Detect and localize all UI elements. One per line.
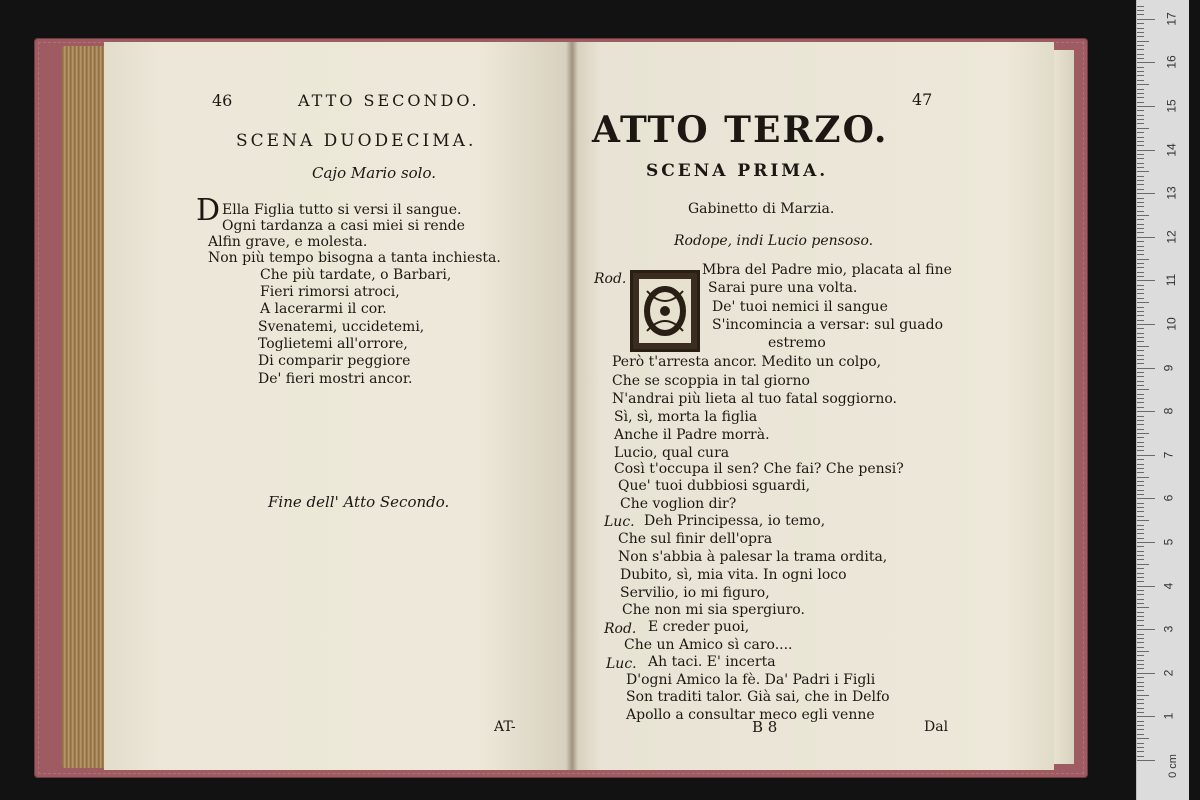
- right-page-edge: [1054, 50, 1074, 764]
- dialogue-line-15: Che non mi sia spergiuro.: [622, 602, 805, 618]
- left-line-2: Ogni tardanza a casi miei si rende: [222, 218, 465, 234]
- dialogue-line-18: Ah taci. E' incerta: [648, 654, 776, 670]
- ruler-number: 11: [1164, 274, 1179, 287]
- ruler-tick: [1137, 289, 1144, 290]
- ruler-tick: [1137, 346, 1149, 347]
- ruler-tick: [1137, 468, 1144, 469]
- left-line-3: Alfin grave, e molesta.: [208, 234, 368, 250]
- ruler-number: 13: [1164, 186, 1179, 200]
- ruler-tick: [1137, 581, 1144, 582]
- ruler-tick: [1137, 559, 1144, 560]
- ruler-tick: [1137, 54, 1144, 55]
- ruler-tick: [1137, 363, 1144, 364]
- dialogue-line-14: Servilio, io mi figuro,: [620, 585, 770, 601]
- ruler-tick: [1137, 263, 1144, 264]
- ruler-tick: [1137, 102, 1144, 103]
- ruler-tick: [1137, 464, 1144, 465]
- ruler-tick: [1137, 594, 1144, 595]
- ruler-tick: [1137, 171, 1149, 172]
- ruler-tick: [1137, 442, 1144, 443]
- ruler-tick: [1137, 651, 1149, 652]
- ruler-number: 5: [1161, 538, 1176, 546]
- ruler-tick: [1137, 350, 1144, 351]
- ruler-tick: [1137, 333, 1144, 334]
- ruler-number: 2: [1161, 669, 1176, 677]
- ruler-tick: [1137, 184, 1144, 185]
- ruler-tick: [1137, 158, 1144, 159]
- speaker-label: Rod.: [594, 271, 627, 287]
- ruler-tick: [1137, 389, 1149, 390]
- ruler-tick: [1137, 219, 1144, 220]
- ruler-tick: [1137, 721, 1144, 722]
- ruler-tick: [1137, 490, 1144, 491]
- ruler-number: 9: [1161, 364, 1176, 371]
- ruler-tick: [1137, 411, 1155, 412]
- ruler-tick: [1137, 232, 1144, 233]
- ruler-tick: [1137, 485, 1144, 486]
- ruler-tick: [1137, 311, 1144, 312]
- page-edges: [62, 46, 106, 768]
- ruler-tick: [1137, 368, 1155, 369]
- ruler-number: 15: [1164, 99, 1179, 113]
- ruler-tick: [1137, 690, 1144, 691]
- ruler-tick: [1137, 215, 1149, 216]
- ruler-tick: [1137, 433, 1149, 434]
- dialogue-line-13: Dubito, sì, mia vita. In ogni loco: [620, 567, 847, 583]
- ruler-tick: [1137, 756, 1144, 757]
- ruler-tick: [1137, 224, 1144, 225]
- ruler-tick: [1137, 62, 1155, 63]
- ruler-tick: [1137, 642, 1144, 643]
- dialogue-line-10: Deh Principessa, io temo,: [644, 513, 826, 529]
- ruler-tick: [1137, 660, 1144, 661]
- ruler-tick: [1137, 193, 1155, 194]
- ruler-tick: [1137, 341, 1144, 342]
- book-gutter: [566, 42, 578, 770]
- signature-mark: B 8: [752, 718, 778, 736]
- ruler-tick: [1137, 106, 1155, 107]
- right-ornament-line-2: Sarai pure una volta.: [708, 280, 858, 296]
- ruler-tick: [1137, 603, 1144, 604]
- ruler-tick: [1137, 599, 1144, 600]
- ruler-number: 12: [1164, 230, 1179, 244]
- ruler-tick: [1137, 477, 1149, 478]
- ruler-tick: [1137, 703, 1144, 704]
- ruler-tick: [1137, 546, 1144, 547]
- ruler-tick: [1137, 429, 1144, 430]
- ruler-tick: [1137, 71, 1144, 72]
- ruler-tick: [1137, 459, 1144, 460]
- ruler-tick: [1137, 551, 1144, 552]
- ruler-tick: [1137, 328, 1144, 329]
- ruler-tick: [1137, 712, 1144, 713]
- right-ornament-line-3: De' tuoi nemici il sangue: [712, 299, 888, 315]
- dialogue-line-21: Apollo a consultar meco egli venne: [626, 707, 875, 723]
- ruler-tick: [1137, 259, 1149, 260]
- ruler-number: 14: [1164, 142, 1179, 157]
- ruler-number: 3: [1161, 625, 1176, 633]
- left-page-number: 46: [212, 91, 233, 110]
- right-ornament-line-5: estremo: [768, 335, 826, 351]
- ruler-tick: [1137, 307, 1144, 308]
- ruler-tick: [1137, 267, 1144, 268]
- ruler-tick: [1137, 302, 1149, 303]
- ruler-tick: [1137, 123, 1144, 124]
- ruler-tick: [1137, 529, 1144, 530]
- dialogue-line-2: Che se scoppia in tal giorno: [612, 373, 810, 389]
- dialogue-line-17: Che un Amico sì caro....: [624, 637, 793, 653]
- ruler-number: 4: [1161, 582, 1176, 589]
- ruler-tick: [1137, 607, 1149, 608]
- ruler-tick: [1137, 394, 1144, 395]
- ruler-tick: [1137, 241, 1144, 242]
- ruler-tick: [1137, 743, 1144, 744]
- ruler-tick: [1137, 324, 1155, 325]
- ruler-tick: [1137, 228, 1144, 229]
- ornamental-initial: [630, 270, 700, 352]
- ruler-tick: [1137, 511, 1144, 512]
- ruler-tick: [1137, 141, 1144, 142]
- dialogue-line-16: E creder puoi,: [648, 619, 750, 635]
- ruler-tick: [1137, 298, 1144, 299]
- ruler-number: 7: [1161, 451, 1176, 459]
- dialogue-line-4: Sì, sì, morta la figlia: [614, 409, 758, 425]
- speaker-label: Luc.: [606, 656, 637, 672]
- dialogue-line-1: Però t'arresta ancor. Medito un colpo,: [612, 354, 882, 370]
- ruler-tick: [1137, 503, 1144, 504]
- ruler-tick: [1137, 36, 1144, 37]
- ruler-tick: [1137, 673, 1155, 674]
- ruler-tick: [1137, 385, 1144, 386]
- dialogue-line-12: Non s'abbia à palesar la trama ordita,: [618, 549, 888, 565]
- ruler-tick: [1137, 128, 1149, 129]
- ruler-tick: [1137, 376, 1144, 377]
- ruler-tick: [1137, 49, 1144, 50]
- ruler-tick: [1137, 80, 1144, 81]
- ruler-tick: [1137, 638, 1144, 639]
- ruler-tick: [1137, 655, 1144, 656]
- ruler-tick: [1137, 686, 1144, 687]
- right-setting: Gabinetto di Marzia.: [688, 201, 835, 217]
- ornamental-initial-icon: [637, 277, 693, 345]
- ruler-tick: [1137, 67, 1144, 68]
- ruler-tick: [1137, 590, 1144, 591]
- ruler-tick: [1137, 498, 1155, 499]
- ruler-tick: [1137, 280, 1155, 281]
- ruler-tick: [1137, 167, 1144, 168]
- ruler-tick: [1137, 23, 1144, 24]
- ruler-tick: [1137, 516, 1144, 517]
- ruler-tick: [1137, 577, 1144, 578]
- left-line-6: Fieri rimorsi atroci,: [260, 284, 400, 300]
- ruler-tick: [1137, 729, 1144, 730]
- left-line-8: Svenatemi, uccidetemi,: [258, 319, 425, 335]
- ruler-tick: [1137, 398, 1144, 399]
- ruler-tick: [1137, 293, 1144, 294]
- left-running-head: ATTO SECONDO.: [298, 91, 480, 110]
- speaker-label: Luc.: [604, 514, 635, 530]
- ruler-number: 1: [1161, 713, 1176, 720]
- ruler-tick: [1137, 272, 1144, 273]
- ruler-tick: [1137, 211, 1144, 212]
- ruler-tick: [1137, 747, 1144, 748]
- ruler-tick: [1137, 533, 1144, 534]
- left-stage-direction: Cajo Mario solo.: [312, 164, 436, 182]
- ruler-tick: [1137, 420, 1144, 421]
- ruler-tick: [1137, 416, 1144, 417]
- ruler-tick: [1137, 699, 1144, 700]
- dialogue-line-3: N'andrai più lieta al tuo fatal soggiorno.: [612, 391, 897, 407]
- ruler-tick: [1137, 132, 1144, 133]
- ruler-tick: [1137, 751, 1144, 752]
- right-ornament-line-4: S'incomincia a versar: sul guado: [712, 317, 944, 333]
- ruler-tick: [1137, 154, 1144, 155]
- ruler-tick: [1137, 716, 1155, 717]
- left-scene-title: SCENA DUODECIMA.: [236, 131, 477, 151]
- ruler-tick: [1137, 616, 1144, 617]
- left-line-5: Che più tardate, o Barbari,: [260, 267, 452, 283]
- measurement-ruler: [1136, 0, 1189, 800]
- ruler-tick: [1137, 625, 1144, 626]
- ruler-tick: [1137, 525, 1144, 526]
- dialogue-line-11: Che sul finir dell'opra: [618, 531, 773, 547]
- ruler-tick: [1137, 137, 1144, 138]
- ruler-tick: [1137, 481, 1144, 482]
- ruler-tick: [1137, 402, 1144, 403]
- ruler-tick: [1137, 520, 1149, 521]
- dialogue-line-19: D'ogni Amico la fè. Da' Padri i Figli: [626, 672, 876, 688]
- left-line-4: Non più tempo bisogna a tanta inchiesta.: [208, 250, 501, 266]
- ruler-tick: [1137, 315, 1144, 316]
- ruler-tick: [1137, 6, 1144, 7]
- ruler-number: 10: [1164, 317, 1179, 331]
- dialogue-line-9: Che voglion dir?: [620, 496, 737, 512]
- ruler-tick: [1137, 695, 1149, 696]
- ruler-tick: [1137, 97, 1144, 98]
- ruler-tick: [1137, 93, 1144, 94]
- ruler-tick: [1137, 28, 1144, 29]
- ruler-tick: [1137, 564, 1149, 565]
- ruler-tick: [1137, 573, 1144, 574]
- left-line-9: Toglietemi all'orrore,: [258, 336, 408, 352]
- left-page: [104, 42, 572, 770]
- ruler-tick: [1137, 760, 1155, 761]
- left-line-10: Di comparir peggiore: [258, 353, 411, 369]
- ruler-tick: [1137, 246, 1144, 247]
- ruler-tick: [1137, 337, 1144, 338]
- ruler-tick: [1137, 276, 1144, 277]
- left-catchword: AT-: [494, 719, 516, 735]
- ruler-tick: [1137, 254, 1144, 255]
- ruler-tick: [1137, 250, 1144, 251]
- ruler-tick: [1137, 612, 1144, 613]
- ruler-tick: [1137, 58, 1144, 59]
- ruler-tick: [1137, 198, 1144, 199]
- ruler-unit-label: 0 cm: [1166, 754, 1179, 778]
- ruler-tick: [1137, 89, 1144, 90]
- ruler-tick: [1137, 180, 1144, 181]
- ruler-tick: [1137, 668, 1144, 669]
- ruler-tick: [1137, 538, 1144, 539]
- right-catchword: Dal: [924, 719, 949, 735]
- right-page-number: 47: [912, 90, 933, 109]
- ruler-tick: [1137, 734, 1144, 735]
- ruler-tick: [1137, 381, 1144, 382]
- ruler-tick: [1137, 119, 1144, 120]
- ruler-tick: [1137, 620, 1144, 621]
- ruler-tick: [1137, 75, 1144, 76]
- ruler-tick: [1137, 494, 1144, 495]
- ruler-tick: [1137, 237, 1155, 238]
- ruler-tick: [1137, 725, 1144, 726]
- left-end-note: Fine dell' Atto Secondo.: [268, 493, 450, 511]
- dialogue-line-20: Son traditi talor. Già sai, che in Delfo: [626, 689, 890, 705]
- left-drop-cap: D: [196, 193, 221, 228]
- ruler-tick: [1137, 45, 1144, 46]
- left-line-7: A lacerarmi il cor.: [260, 301, 387, 317]
- right-act-title: ATTO TERZO.: [592, 109, 889, 151]
- ruler-tick: [1137, 32, 1144, 33]
- left-line-1: Ella Figlia tutto si versi il sangue.: [222, 202, 462, 218]
- ruler-tick: [1137, 285, 1144, 286]
- ruler-number: 6: [1161, 495, 1176, 502]
- ruler-tick: [1137, 14, 1144, 15]
- ruler-tick: [1137, 176, 1144, 177]
- ruler-tick: [1137, 586, 1155, 587]
- right-stage-direction: Rodope, indi Lucio pensoso.: [674, 233, 874, 249]
- dialogue-line-7: Così t'occupa il sen? Che fai? Che pensi?: [614, 461, 904, 477]
- right-scene-title: SCENA PRIMA.: [646, 161, 829, 181]
- ruler-tick: [1137, 150, 1155, 151]
- ruler-tick: [1137, 542, 1155, 543]
- ruler-tick: [1137, 664, 1144, 665]
- ruler-tick: [1137, 555, 1144, 556]
- ruler-tick: [1137, 10, 1144, 11]
- ruler-tick: [1137, 455, 1155, 456]
- ruler-tick: [1137, 450, 1144, 451]
- dialogue-line-8: Que' tuoi dubbiosi sguardi,: [618, 478, 811, 494]
- ruler-tick: [1137, 189, 1144, 190]
- ruler-tick: [1137, 738, 1149, 739]
- ruler-tick: [1137, 145, 1144, 146]
- ruler-tick: [1137, 424, 1144, 425]
- ruler-tick: [1137, 320, 1144, 321]
- ruler-tick: [1137, 115, 1144, 116]
- ruler-tick: [1137, 647, 1144, 648]
- ruler-tick: [1137, 568, 1144, 569]
- ruler-tick: [1137, 437, 1144, 438]
- ruler-tick: [1137, 206, 1144, 207]
- dialogue-line-5: Anche il Padre morrà.: [614, 427, 770, 443]
- ruler-tick: [1137, 202, 1144, 203]
- ruler-tick: [1137, 407, 1144, 408]
- ruler-tick: [1137, 359, 1144, 360]
- ruler-tick: [1137, 472, 1144, 473]
- ruler-tick: [1137, 507, 1144, 508]
- ruler-tick: [1137, 19, 1155, 20]
- dialogue-line-6: Lucio, qual cura: [614, 445, 730, 461]
- ruler-tick: [1137, 677, 1144, 678]
- ruler-number: 17: [1164, 12, 1179, 26]
- ruler-tick: [1137, 629, 1155, 630]
- ruler-tick: [1137, 84, 1149, 85]
- ruler-tick: [1137, 41, 1149, 42]
- left-line-11: De' fieri mostri ancor.: [258, 371, 413, 387]
- ruler-tick: [1137, 446, 1144, 447]
- ruler-tick: [1137, 634, 1144, 635]
- ruler-tick: [1137, 163, 1144, 164]
- ruler-tick: [1137, 110, 1144, 111]
- ruler-number: 16: [1164, 55, 1179, 70]
- right-ornament-line-1: Mbra del Padre mio, placata al fine: [702, 262, 952, 278]
- ruler-tick: [1137, 355, 1144, 356]
- ruler-tick: [1137, 372, 1144, 373]
- ruler-tick: [1137, 708, 1144, 709]
- speaker-label: Rod.: [604, 621, 637, 637]
- ruler-tick: [1137, 682, 1144, 683]
- ruler-number: 8: [1161, 407, 1176, 415]
